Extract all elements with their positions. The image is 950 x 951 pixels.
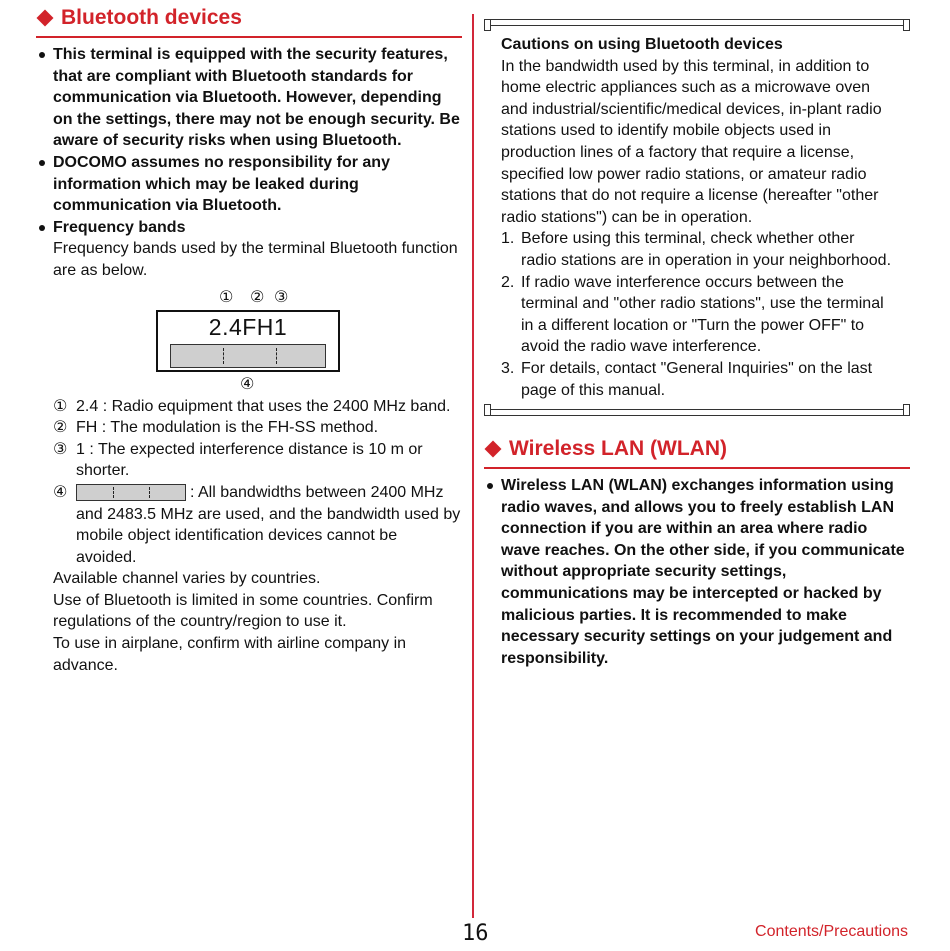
step-number: 3. — [501, 359, 515, 377]
marker-4: ④ — [240, 375, 255, 393]
definition-number: ① — [53, 397, 68, 415]
marker-2: ② — [250, 288, 265, 306]
marker-1: ① — [219, 288, 234, 306]
frequency-label-box — [156, 310, 340, 372]
caution-box — [484, 16, 910, 419]
step-text: Before using this terminal, check whether other radio stations are in operation in your neighborhood. — [521, 230, 892, 269]
note-channel: Available channel varies by countries. — [53, 570, 321, 588]
page-number: 16 — [462, 921, 489, 946]
definition-text: 1 : The expected interference distance is 10 m or shorter. — [76, 440, 423, 480]
definition-text: : All bandwidths between 2400 MHz and 2483.5 MHz are used, and the bandwidth used by mobile object identification devices cannot be avoided. — [76, 483, 461, 566]
step-text: If radio wave interference occurs between the terminal and "other radio stations", use the terminal in a different location or "Turn the power OFF" to avoid the radio wave interference. — [521, 273, 884, 356]
section-heading-wlan — [484, 437, 910, 469]
caution-body: In the bandwidth used by this terminal, in addition to home electric appliances such as a microwave oven and industrial/scientific/medical devices, in-plant radio stations used to identify mobile objects used in production lines of a factory that require a license, specified low power radio stations, or amateur radio stations that do not require a license (hereafter "other radio stations") can be in operation. — [501, 57, 882, 226]
step-number: 1. — [501, 230, 515, 248]
bandwidth-bar-icon — [76, 484, 186, 501]
definition-text: 2.4 : Radio equipment that uses the 2400 MHz band. — [76, 397, 451, 415]
left-column — [36, 6, 462, 676]
caution-title: Cautions on using Bluetooth devices — [501, 36, 783, 53]
diamond-icon — [37, 10, 54, 27]
caution-top-bar — [484, 19, 910, 26]
diamond-icon — [485, 441, 502, 458]
contents-precautions-link[interactable]: Contents/Precautions — [755, 923, 908, 940]
caution-step — [501, 358, 892, 401]
definition-text: FH : The modulation is the FH-SS method. — [76, 419, 379, 437]
definition-number: ④ — [53, 483, 68, 501]
definition-number: ② — [53, 419, 68, 437]
bullet-frequency-bands: Frequency bands — [36, 217, 462, 239]
bandwidth-bar — [170, 344, 326, 368]
right-column — [484, 16, 910, 669]
section-heading-bluetooth — [36, 6, 462, 38]
step-number: 2. — [501, 273, 515, 291]
marker-3: ③ — [274, 288, 289, 306]
definition-item — [53, 417, 462, 439]
section-title: Bluetooth devices — [61, 6, 242, 29]
frequency-description: Frequency bands used by the terminal Bluetooth function are as below. — [53, 240, 458, 279]
bullet-wlan-security: Wireless LAN (WLAN) exchanges information using radio waves, and allows you to freely establish LAN connection if you are within an area where radio wave reaches. On the other side, if you communicate without appropriate security settings, communications may be intercepted or hacked by malicious parties. It is recommended to make necessary security settings on your judgement and responsibility. — [484, 475, 910, 669]
definition-list — [36, 396, 462, 569]
note-country-limits: Use of Bluetooth is limited in some countries. Confirm regulations of the country/region to use it. — [53, 591, 433, 631]
frequency-band-diagram — [36, 288, 462, 396]
step-text: For details, contact "General Inquiries" on the last page of this manual. — [521, 359, 873, 399]
section-title: Wireless LAN (WLAN) — [509, 437, 727, 461]
definition-item — [53, 439, 462, 482]
definition-number: ③ — [53, 440, 68, 458]
caution-steps — [501, 228, 892, 401]
caution-bottom-bar — [484, 409, 910, 416]
frequency-label-text: 2.4FH1 — [208, 313, 288, 340]
note-airplane: To use in airplane, confirm with airline company in advance. — [53, 635, 407, 674]
bullet-security: This terminal is equipped with the security features, that are compliant with Bluetooth standards for communication via Bluetooth. However, depending on the settings, there may not be enough security. Be aware of security risks when using Bluetooth. — [36, 44, 462, 152]
caution-step — [501, 228, 892, 271]
caution-step — [501, 272, 892, 358]
definition-item — [53, 482, 462, 568]
column-divider — [472, 14, 474, 918]
bullet-responsibility: DOCOMO assumes no responsibility for any information which may be leaked during communication via Bluetooth. — [36, 152, 462, 217]
definition-item — [53, 396, 462, 418]
